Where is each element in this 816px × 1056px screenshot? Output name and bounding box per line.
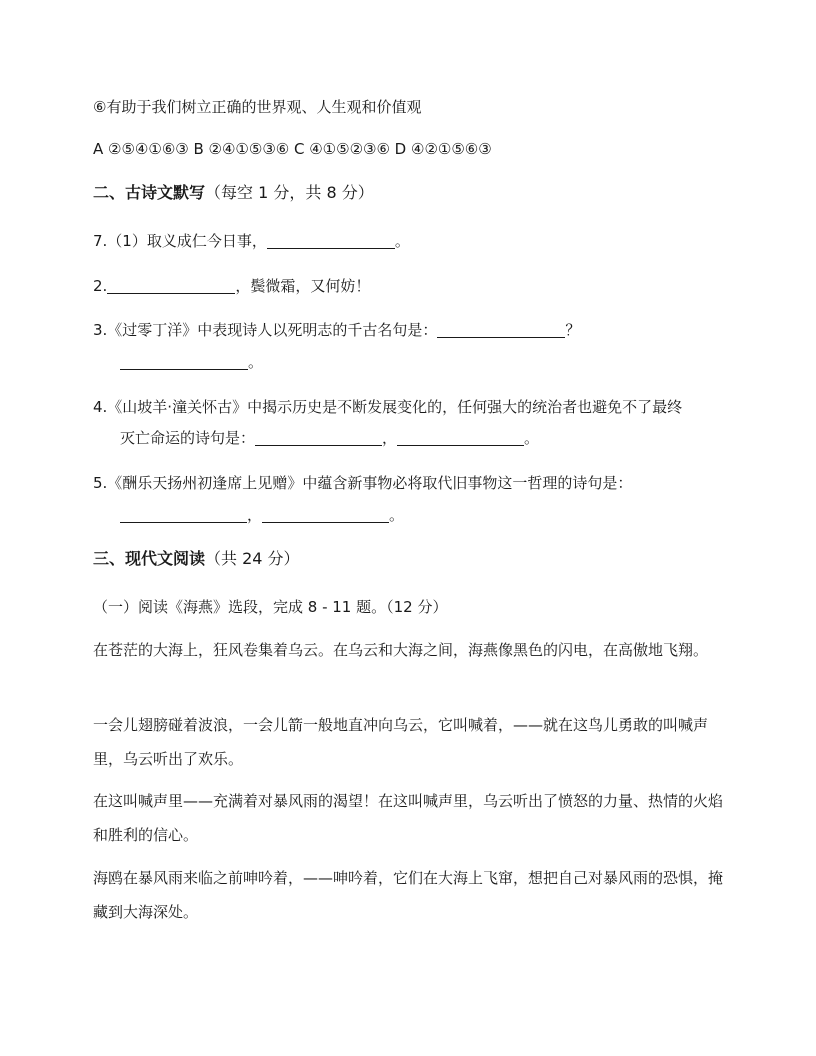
passage-paragraph-2: 一会儿翅膀碰着波浪，一会儿箭一般地直冲向乌云，它叫喊着，——就在这鸟儿勇敢的叫喊声里，乌云听出了欢乐。: [93, 716, 709, 768]
question-7-end: 。: [394, 232, 410, 250]
answer-options: A ②⑤④①⑥③ B ②④①⑤③⑥ C ④①⑤②③⑥ D ④②①⑤⑥③: [93, 140, 492, 158]
question-3-end: 。: [248, 353, 264, 371]
section-2-title: 二、古诗文默写: [93, 183, 206, 202]
answer-blank[interactable]: [437, 323, 565, 338]
question-4-line-2: [120, 428, 750, 448]
question-2-number: 2.: [93, 277, 108, 295]
passage-paragraph-3: 在这叫喊声里——充满着对暴风雨的渴望！在这叫喊声里，乌云听出了愤怒的力量、热情的火焰和胜利的信心。: [93, 792, 724, 844]
answer-blank[interactable]: [120, 355, 248, 370]
passage-paragraph-4: 海鸥在暴风雨来临之前呻吟着，——呻吟着，它们在大海上飞窜，想把自己对暴风雨的恐惧，掩藏到大海深处。: [93, 869, 724, 921]
question-4-line-1: 4.《山坡羊·潼关怀古》中揭示历史是不断发展变化的，任何强大的统治者也避免不了最终: [93, 398, 683, 416]
passage-paragraph-1: 在苍茫的大海上，狂风卷集着乌云。在乌云和大海之间，海燕像黑色的闪电，在高傲地飞翔。: [93, 641, 709, 659]
section-2-score-note: （每空 1 分，共 8 分）: [205, 183, 374, 202]
answer-blank[interactable]: [107, 279, 235, 294]
question-3-mark: ？: [565, 321, 581, 339]
question-3-continued: [120, 352, 750, 372]
answer-blank[interactable]: [120, 508, 247, 523]
answer-blank[interactable]: [255, 431, 382, 446]
question-4-end: 。: [524, 429, 540, 447]
question-3: [93, 320, 723, 340]
question-5-end: 。: [389, 506, 405, 524]
question-7: [93, 231, 723, 251]
question-2: [93, 276, 723, 296]
item-6: ⑥有助于我们树立正确的世界观、人生观和价值观: [93, 98, 422, 116]
answer-blank[interactable]: [262, 508, 389, 523]
reading-subsection-1: （一）阅读《海燕》选段，完成 8 - 11 题。（12 分）: [93, 598, 448, 616]
question-3-text: 3.《过零丁洋》中表现诗人以死明志的千古名句是：: [93, 321, 438, 339]
question-5-continued: [120, 505, 750, 525]
section-3-title: 三、现代文阅读: [93, 549, 206, 568]
question-7-text: 7.（1）取义成仁今日事，: [93, 232, 267, 250]
answer-blank[interactable]: [397, 431, 524, 446]
question-4-text: 灭亡命运的诗句是：: [120, 429, 256, 447]
section-3-score-note: （共 24 分）: [205, 549, 300, 568]
answer-blank[interactable]: [267, 234, 395, 249]
question-5: 5.《酬乐天扬州初逢席上见赠》中蕴含新事物必将取代旧事物这一哲理的诗句是：: [93, 474, 633, 492]
question-2-text: ，鬓微霜，又何妨！: [235, 277, 371, 295]
question-5-separator: ，: [247, 506, 263, 524]
section-3-heading: [93, 549, 723, 569]
section-2-heading: [93, 183, 723, 203]
question-4-separator: ，: [382, 429, 398, 447]
